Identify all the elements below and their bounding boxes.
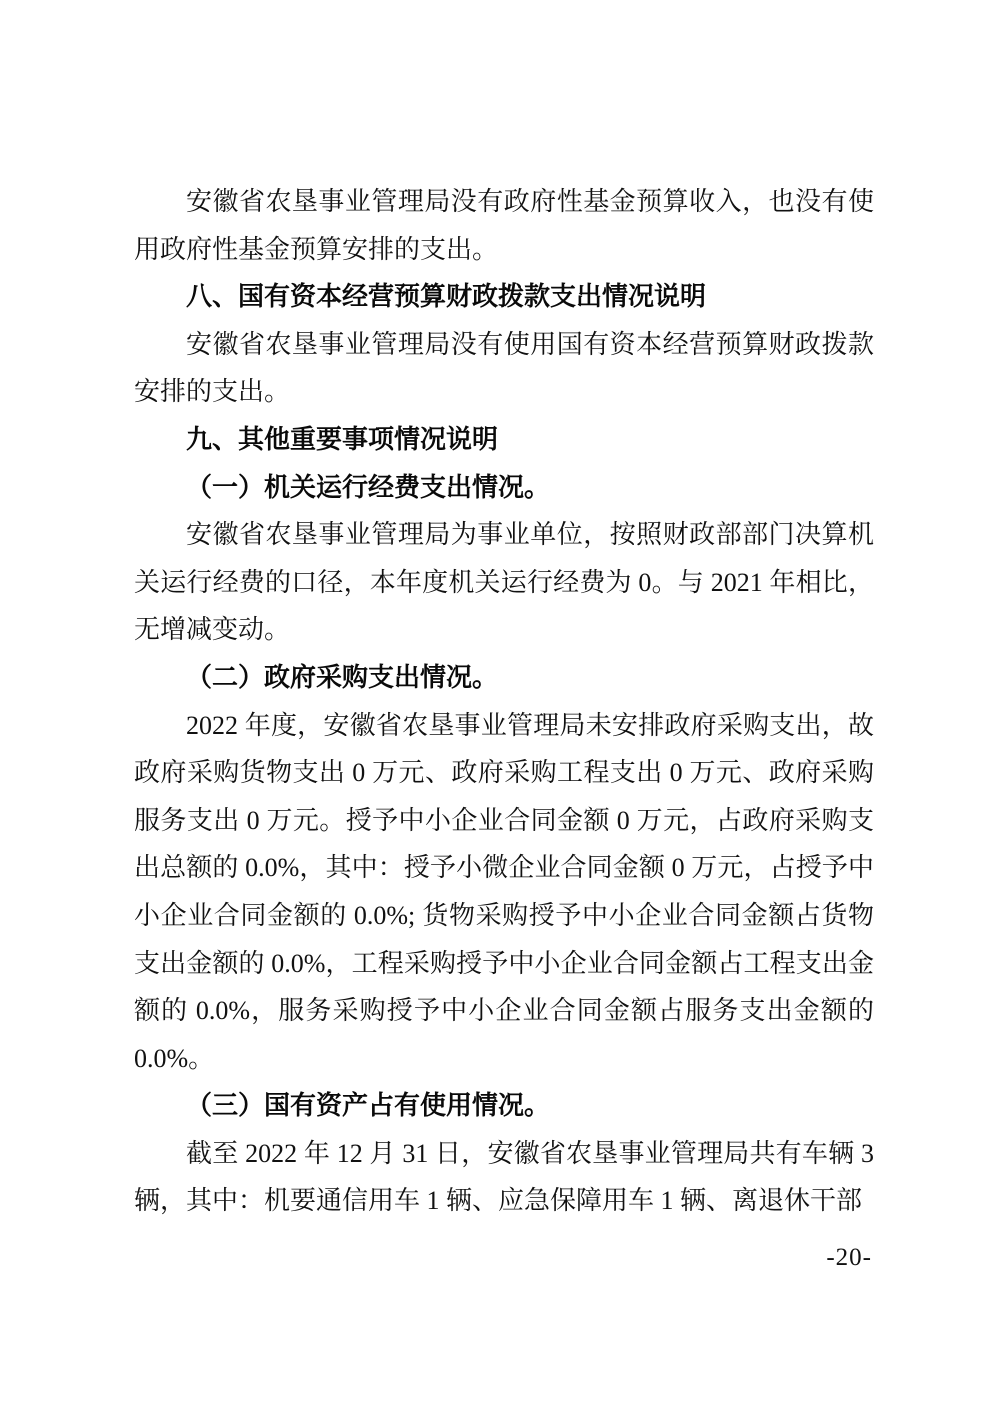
document-body bbox=[134, 178, 874, 1225]
paragraph: 2022 年度，安徽省农垦事业管理局未安排政府采购支出，故政府采购货物支出 0 万元、政府采购工程支出 0 万元、政府采购服务支出 0 万元。授予中小企业合同金额 0 万元，占政府采购支出总额的 0.0%，其中：授予小微企业合同金额 0 万元，占授予中小企业合同金额的 0.0%; 货物采购授予中小企业合同金额占货物支出金额的 0.0%，工程采购授予中小企业合同金额占工程支出金额的 0.0%，服务采购授予中小企业合同金额占服务支出金额的 0.0%。 bbox=[134, 710, 874, 1073]
page-number: -20- bbox=[826, 1244, 872, 1271]
section-heading: 八、国有资本经营预算财政拨款支出情况说明 bbox=[186, 281, 707, 312]
paragraph: 截至 2022 年 12 月 31 日，安徽省农垦事业管理局共有车辆 3 辆，其中：机要通信用车 1 辆、应急保障用车 1 辆、离退休干部 bbox=[134, 1138, 874, 1216]
section-heading: 九、其他重要事项情况说明 bbox=[186, 423, 499, 454]
paragraph: 安徽省农垦事业管理局为事业单位，按照财政部部门决算机关运行经费的口径，本年度机关运行经费为 0。与 2021 年相比，无增减变动。 bbox=[134, 520, 874, 645]
section-heading: （三）国有资产占有使用情况。 bbox=[186, 1090, 551, 1121]
paragraph: 安徽省农垦事业管理局没有使用国有资本经营预算财政拨款安排的支出。 bbox=[134, 329, 874, 407]
section-heading: （二）政府采购支出情况。 bbox=[186, 661, 499, 692]
section-heading: （一）机关运行经费支出情况。 bbox=[186, 471, 551, 502]
paragraph: 安徽省农垦事业管理局没有政府性基金预算收入，也没有使用政府性基金预算安排的支出。 bbox=[134, 187, 874, 264]
